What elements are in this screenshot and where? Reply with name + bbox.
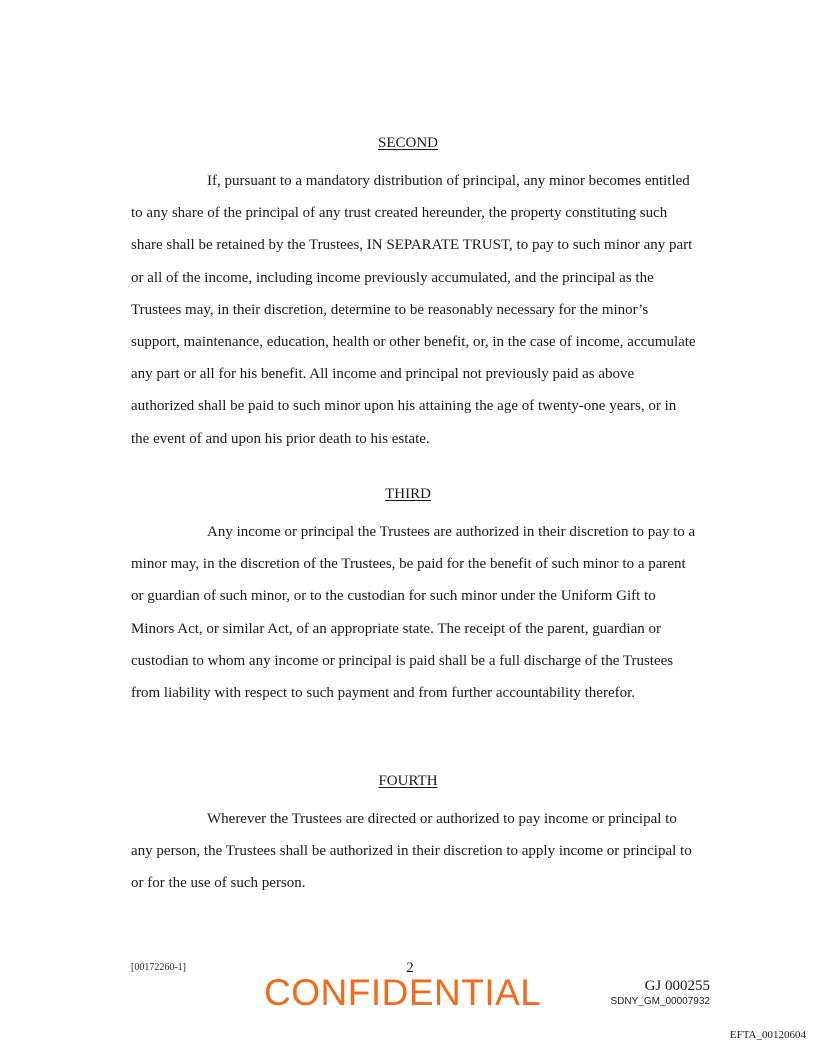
- document-id: [00172260-1]: [131, 962, 186, 973]
- section-heading-third: THIRD: [385, 486, 431, 502]
- bates-number-sdny: SDNY_GM_00007932: [610, 996, 710, 1007]
- confidential-stamp: CONFIDENTIAL: [264, 972, 542, 1013]
- section-heading-second: SECOND: [377, 135, 438, 151]
- section-paragraph-third: Any income or principal the Trustees are authorized in their discretion to pay to a minor may, in the discretion of the Trustees, be paid for the benefit of such minor to a parent or guardian of such minor, or to the custodian for such minor under the Uniform Gift to Minors Act, or similar Act, of an appropriate state. The receipt of the parent, guardian or custodian to whom any income or principal is paid shall be a full discharge of the Trustees from liability with respect to such payment and from further accountability therefor.: [131, 524, 696, 702]
- section-paragraph-second: If, pursuant to a mandatory distribution of principal, any minor becomes entitled to any share of the principal of any trust created hereunder, the property constituting such share shall be retained by the Trustees, IN SEPARATE TRUST, to pay to such minor any part or all of the income, including income previously accumulated, and the principal as the Trustees may, in their discretion, determine to be reasonably necessary for the minor’s support, maintenance, education, health or other benefit, or, in the case of income, accumulate any part or all for his benefit. All income and principal not previously paid as above authorized shall be paid to such minor upon his attaining the age of twenty-one years, or in the event of and upon his prior death to his estate.: [131, 173, 696, 447]
- section-paragraph-fourth: Wherever the Trustees are directed or authorized to pay income or principal to any person, the Trustees shall be authorized in their discretion to apply income or principal to or for the use of such person.: [131, 811, 692, 892]
- page-number: 2: [406, 960, 414, 976]
- section-heading-fourth: FOURTH: [378, 773, 438, 789]
- efta-number: EFTA_00120604: [729, 1029, 806, 1041]
- bates-number-gj: GJ 000255: [644, 978, 710, 994]
